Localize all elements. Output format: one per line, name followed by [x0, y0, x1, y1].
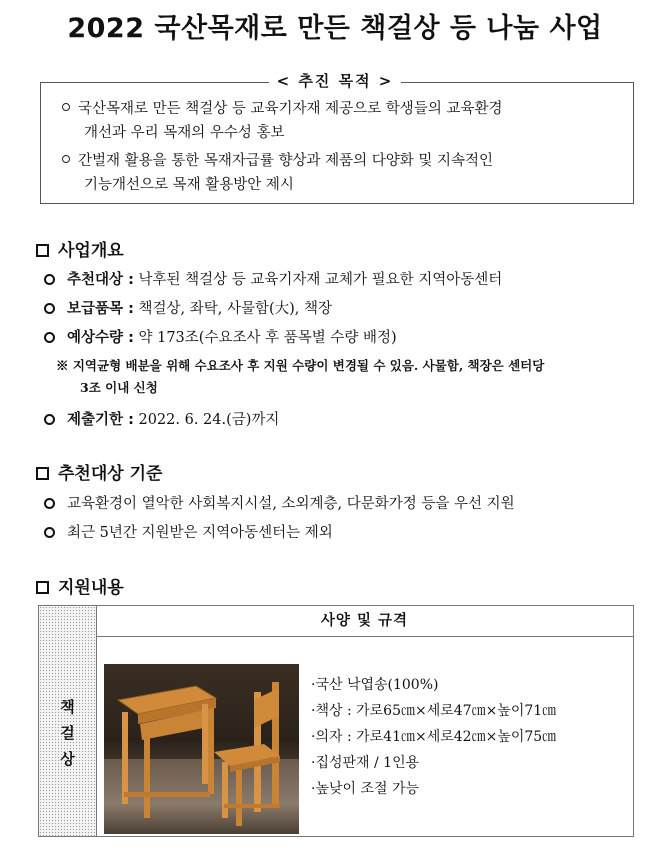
overview-heading: 사업개요: [36, 236, 124, 261]
spec-header: 사양 및 규격: [96, 606, 633, 637]
checkbox-icon: [36, 467, 49, 480]
spec-line-2: ·책상 : 가로65㎝×세로47㎝×높이71㎝: [311, 703, 557, 719]
desk-chair-illustration: [104, 664, 299, 834]
circle-bullet-icon: [44, 332, 55, 343]
purpose-item-2: 간벌재 활용을 통한 목재자급률 향상과 제품의 다양화 및 지속적인: [62, 149, 493, 173]
support-heading: 지원내용: [36, 573, 124, 598]
overview-row-items: 보급품목 : 책걸상, 좌탁, 사물함(大), 책장: [44, 297, 332, 318]
overview-note: [56, 355, 656, 399]
criteria-item-2: 최근 5년간 지원받은 지역아동센터는 제외: [44, 521, 333, 542]
note-line-2: 3조 이내 신청: [80, 380, 158, 395]
circle-bullet-icon: [44, 527, 55, 538]
page-title: 2022 국산목재로 만든 책걸상 등 나눔 사업: [67, 13, 603, 44]
circle-bullet-icon: [44, 274, 55, 285]
criteria-heading: 추천대상 기준: [36, 459, 162, 484]
circle-bullet-icon: [44, 303, 55, 314]
spec-line-4: ·집성판재 / 1인용: [311, 755, 420, 771]
purpose-item-2-cont: 기능개선으로 목재 활용방안 제시: [84, 177, 294, 193]
spec-line-5: ·높낮이 조절 가능: [311, 781, 420, 797]
desk-chair-photo: [104, 664, 299, 834]
overview-row-deadline: 제출기한 : 2022. 6. 24.(금)까지: [44, 408, 279, 429]
circle-bullet-icon: [44, 498, 55, 509]
category-column: [39, 606, 97, 836]
overview-row-quantity: 예상수량 : 약 173조(수요조사 후 품목별 수량 배정): [44, 326, 397, 347]
criteria-item-1: 교육환경이 열악한 사회복지시설, 소외계층, 다문화가정 등을 우선 지원: [44, 492, 515, 513]
purpose-item-1-cont: 개선과 우리 목재의 우수성 홍보: [84, 125, 285, 141]
checkbox-icon: [36, 244, 49, 257]
circle-bullet-icon: [44, 414, 55, 425]
spec-line-1: ·국산 낙엽송(100%): [311, 677, 439, 693]
purpose-heading: < 추진 목적 >: [0, 70, 670, 91]
bullet-icon: [62, 103, 70, 111]
bullet-icon: [62, 155, 70, 163]
overview-row-target: 추천대상 : 낙후된 책걸상 등 교육기자재 교체가 필요한 지역아동센터: [44, 268, 502, 289]
checkbox-icon: [36, 581, 49, 594]
spec-line-3: ·의자 : 가로41㎝×세로42㎝×높이75㎝: [311, 729, 557, 745]
note-line-1: ※ 지역균형 배분을 위해 수요조사 후 지원 수량이 변경될 수 있음. 사물함, 책장은 센터당: [56, 358, 545, 373]
support-table: [38, 605, 634, 837]
purpose-item-1: 국산목재로 만든 책걸상 등 교육기자재 제공으로 학생들의 교육환경: [62, 97, 502, 121]
category-label: 책 걸 상: [60, 698, 75, 768]
